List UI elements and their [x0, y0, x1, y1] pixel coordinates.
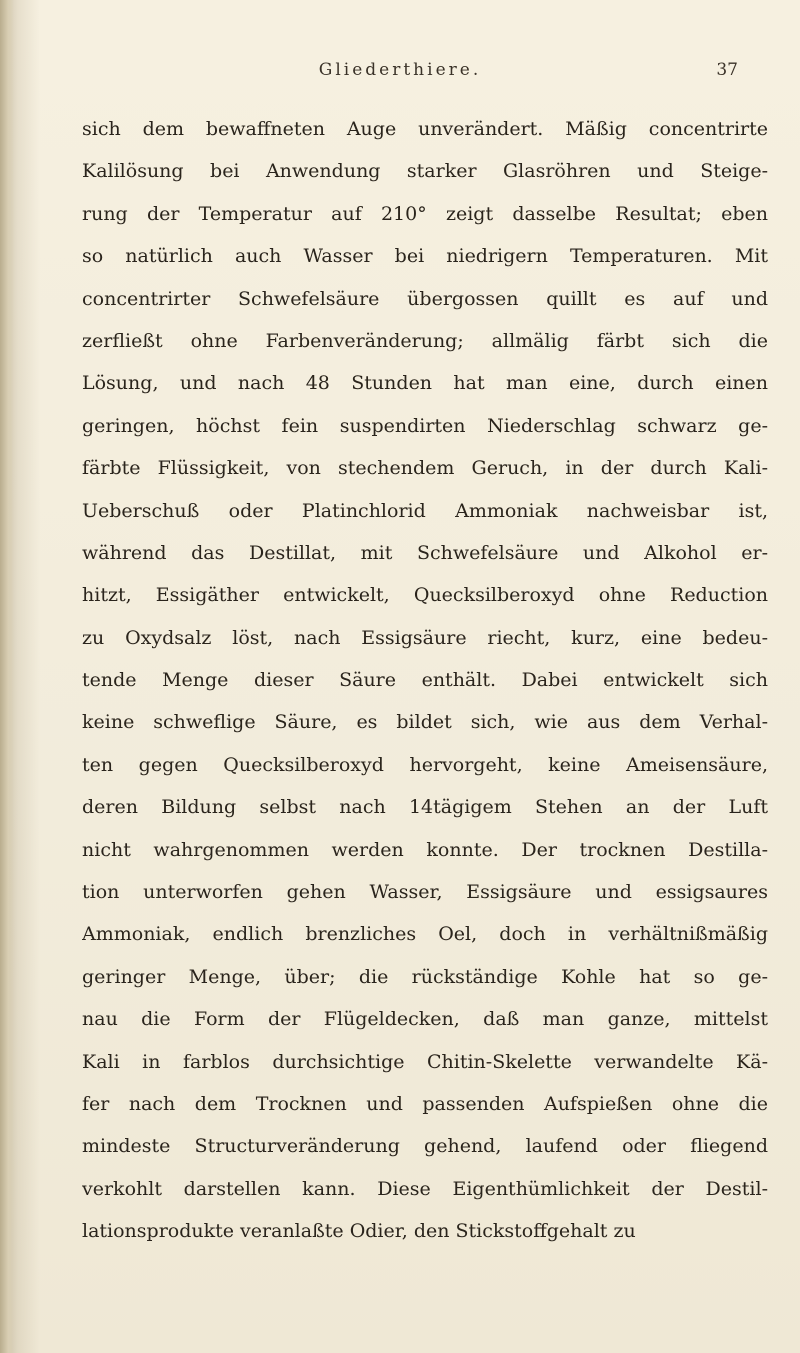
text-line: fer nach dem Trocknen und passenden Aufspießen ohne die [82, 1092, 768, 1115]
text-line: tende Menge dieser Säure enthält. Dabei entwickelt sich [82, 669, 768, 692]
text-line: nau die Form der Flügeldecken, daß man ganze, mittelst [82, 1008, 768, 1031]
page-number: 37 [716, 60, 738, 80]
body-text [82, 108, 768, 1253]
text-line: tion unterworfen gehen Wasser, Essigsäure und essigsaures [82, 881, 768, 904]
text-line: Lösung, und nach 48 Stunden hat man eine, durch einen [82, 372, 768, 395]
running-title: Gliederthiere. [318, 60, 482, 80]
text-line: Ammoniak, endlich brenzliches Oel, doch in verhältnißmäßig [82, 923, 768, 946]
text-line: während das Destillat, mit Schwefelsäure und Alkohol er- [82, 541, 768, 564]
text-line: concentrirter Schwefelsäure übergossen quillt es auf und [82, 287, 768, 310]
text-line: nicht wahrgenommen werden konnte. Der trocknen Destilla- [82, 838, 768, 861]
text-line: sich dem bewaffneten Auge unverändert. Mäßig concentrirte [82, 118, 768, 140]
page-header [0, 56, 800, 86]
text-line: Ueberschuß oder Platinchlorid Ammoniak nachweisbar ist, [82, 499, 768, 522]
text-line: mindeste Structurveränderung gehend, laufend oder fliegend [82, 1135, 768, 1158]
text-line: zerfließt ohne Farbenveränderung; allmälig färbt sich die [82, 329, 768, 352]
text-line: lationsprodukte veranlaßte Odier, den Stickstoffgehalt zu [82, 1220, 636, 1243]
text-line: zu Oxydsalz löst, nach Essigsäure riecht, kurz, eine bedeu- [82, 626, 768, 649]
text-line: Kali in farblos durchsichtige Chitin-Skelette verwandelte Kä- [82, 1050, 768, 1073]
text-line: keine schweflige Säure, es bildet sich, wie aus dem Verhal- [82, 711, 768, 734]
text-line: Kalilösung bei Anwendung starker Glasröhren und Steige- [82, 160, 768, 183]
text-line: so natürlich auch Wasser bei niedrigern Temperaturen. Mit [82, 245, 768, 268]
text-line: geringen, höchst fein suspendirten Niederschlag schwarz ge- [82, 414, 768, 437]
binding-gutter [0, 0, 14, 1353]
text-line: geringer Menge, über; die rückständige Kohle hat so ge- [82, 965, 768, 988]
text-line: ten gegen Quecksilberoxyd hervorgeht, keine Ameisensäure, [82, 753, 768, 776]
text-line: rung der Temperatur auf 210° zeigt dasselbe Resultat; eben [82, 202, 768, 225]
text-line: deren Bildung selbst nach 14tägigem Stehen an der Luft [82, 796, 768, 819]
text-line: hitzt, Essigäther entwickelt, Quecksilberoxyd ohne Reduction [82, 584, 768, 607]
text-line: verkohlt darstellen kann. Diese Eigenthümlichkeit der Destil- [82, 1177, 768, 1200]
text-line: färbte Flüssigkeit, von stechendem Geruch, in der durch Kali- [82, 457, 768, 480]
